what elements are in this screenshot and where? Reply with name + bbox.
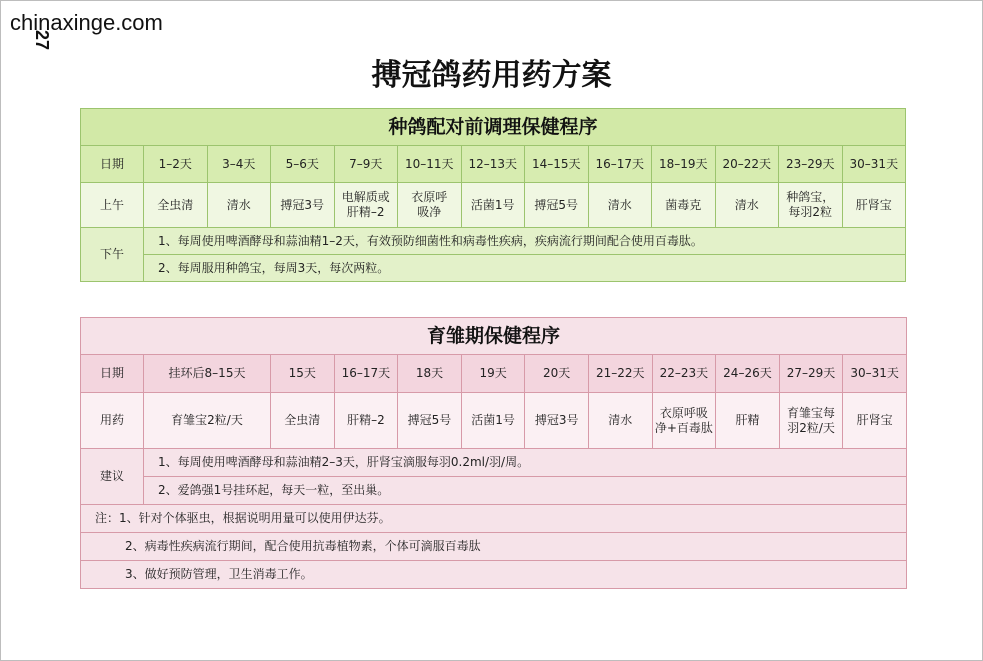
date-label: 日期 xyxy=(81,146,144,183)
period-cell: 15天 xyxy=(271,355,335,393)
period-cell: 21–22天 xyxy=(588,355,652,393)
morning-cell xyxy=(461,183,525,228)
medication-cell xyxy=(398,393,462,449)
afternoon-label: 下午 xyxy=(81,228,144,282)
morning-cell-line: 种鸽宝， xyxy=(786,190,835,204)
morning-cell xyxy=(398,183,462,228)
period-cell: 30–31天 xyxy=(843,355,907,393)
period-cell: 7–9天 xyxy=(334,146,398,183)
medication-cell-line: 净+百毒肽 xyxy=(654,420,713,435)
morning-cell-line: 衣原呼 xyxy=(411,190,448,204)
period-cell: 30–31天 xyxy=(842,146,906,183)
medication-cell-line: 育雏宝2粒/天 xyxy=(171,413,243,427)
period-cell: 18天 xyxy=(398,355,462,393)
morning-cell-line: 清水 xyxy=(607,197,632,212)
morning-cell xyxy=(144,183,208,228)
medication-cell xyxy=(461,393,525,449)
medication-cell-line: 育雏宝每 xyxy=(787,405,836,420)
period-cell: 16–17天 xyxy=(334,355,398,393)
medication-cell xyxy=(525,393,589,449)
footnote: 注：1、针对个体驱虫，根据说明用量可以使用伊达芬。 xyxy=(81,505,907,533)
medication-cell-line: 活菌1号 xyxy=(471,413,515,427)
period-cell: 1–2天 xyxy=(144,146,208,183)
page-title: 搏冠鸽药用药方案 xyxy=(371,58,612,93)
period-cell: 23–29天 xyxy=(779,146,843,183)
morning-cell xyxy=(588,183,652,228)
period-cell: 10–11天 xyxy=(398,146,462,183)
medication-cell-line: 肝精 xyxy=(735,413,760,427)
period-cell: 16–17天 xyxy=(588,146,652,183)
medication-cell-line: 肝精–2 xyxy=(347,413,385,427)
date-label: 日期 xyxy=(81,355,144,393)
pre-pairing-table xyxy=(80,108,906,282)
medication-cell xyxy=(779,393,843,449)
pre-pairing-title: 种鸽配对前调理保健程序 xyxy=(81,109,906,146)
page-number: 27 xyxy=(32,30,52,51)
brooding-table xyxy=(80,317,907,589)
period-cell: 20天 xyxy=(525,355,589,393)
footnote: 3、做好预防管理，卫生消毒工作。 xyxy=(81,561,907,589)
period-cell: 18–19天 xyxy=(652,146,716,183)
morning-cell xyxy=(207,183,271,228)
morning-cell-line: 清水 xyxy=(734,197,759,212)
morning-cell-line: 每羽2粒 xyxy=(788,205,833,219)
period-cell: 14–15天 xyxy=(525,146,589,183)
medication-label: 用药 xyxy=(81,393,144,449)
morning-label: 上午 xyxy=(81,183,144,228)
brooding-title: 育雏期保健程序 xyxy=(81,318,907,355)
medication-cell xyxy=(271,393,335,449)
medication-cell-line: 衣原呼吸 xyxy=(659,405,708,420)
afternoon-note: 2、每周服用种鸽宝，每周3天，每次两粒。 xyxy=(144,255,906,282)
morning-cell-line: 电解质或 xyxy=(341,190,390,204)
period-cell: 12–13天 xyxy=(461,146,525,183)
medication-cell xyxy=(652,393,716,449)
medication-cell xyxy=(588,393,652,449)
period-cell: 24–26天 xyxy=(716,355,780,393)
period-cell: 3–4天 xyxy=(207,146,271,183)
morning-cell xyxy=(334,183,398,228)
period-cell: 5–6天 xyxy=(271,146,335,183)
morning-cell-line: 清水 xyxy=(226,197,251,212)
advice-note: 1、每周使用啤酒酵母和蒜油精2–3天，肝肾宝滴服每羽0.2ml/羽/周。 xyxy=(144,449,907,477)
advice-label: 建议 xyxy=(81,449,144,505)
period-cell: 22–23天 xyxy=(652,355,716,393)
watermark: chinaxinge.com xyxy=(10,10,163,35)
morning-cell-line: 肝精–2 xyxy=(346,205,385,219)
medication-cell-line: 清水 xyxy=(608,413,633,427)
morning-cell-line: 菌毒克 xyxy=(665,197,702,212)
morning-cell-line: 全虫清 xyxy=(157,197,194,212)
medication-cell-line: 搏冠3号 xyxy=(534,413,579,427)
medication-cell xyxy=(716,393,780,449)
medication-cell xyxy=(334,393,398,449)
morning-cell xyxy=(271,183,335,228)
morning-cell xyxy=(525,183,589,228)
medication-cell-line: 肝肾宝 xyxy=(856,413,893,427)
morning-cell xyxy=(652,183,716,228)
morning-cell-line: 肝肾宝 xyxy=(855,197,892,212)
advice-note: 2、爱鸽强1号挂环起，每天一粒，至出巢。 xyxy=(144,477,907,505)
period-cell: 27–29天 xyxy=(779,355,843,393)
medication-cell-line: 全虫清 xyxy=(284,413,321,427)
afternoon-note: 1、每周使用啤酒酵母和蒜油精1–2天，有效预防细菌性和病毒性疾病，疾病流行期间配合使用百毒肽。 xyxy=(144,228,906,255)
medication-cell-line: 羽2粒/天 xyxy=(787,420,835,435)
morning-cell xyxy=(715,183,779,228)
medication-cell xyxy=(144,393,271,449)
period-cell: 20–22天 xyxy=(715,146,779,183)
period-cell: 19天 xyxy=(461,355,525,393)
morning-cell-line: 搏冠3号 xyxy=(280,197,325,212)
period-cell: 挂环后8–15天 xyxy=(144,355,271,393)
morning-cell xyxy=(779,183,843,228)
medication-cell-line: 搏冠5号 xyxy=(407,413,452,427)
morning-cell-line: 搏冠5号 xyxy=(534,197,579,212)
medication-cell xyxy=(843,393,907,449)
morning-cell-line: 活菌1号 xyxy=(470,197,515,212)
footnote: 2、病毒性疾病流行期间，配合使用抗毒植物素，个体可滴服百毒肽 xyxy=(81,533,907,561)
morning-cell xyxy=(842,183,906,228)
morning-cell-line: 吸净 xyxy=(417,205,442,219)
